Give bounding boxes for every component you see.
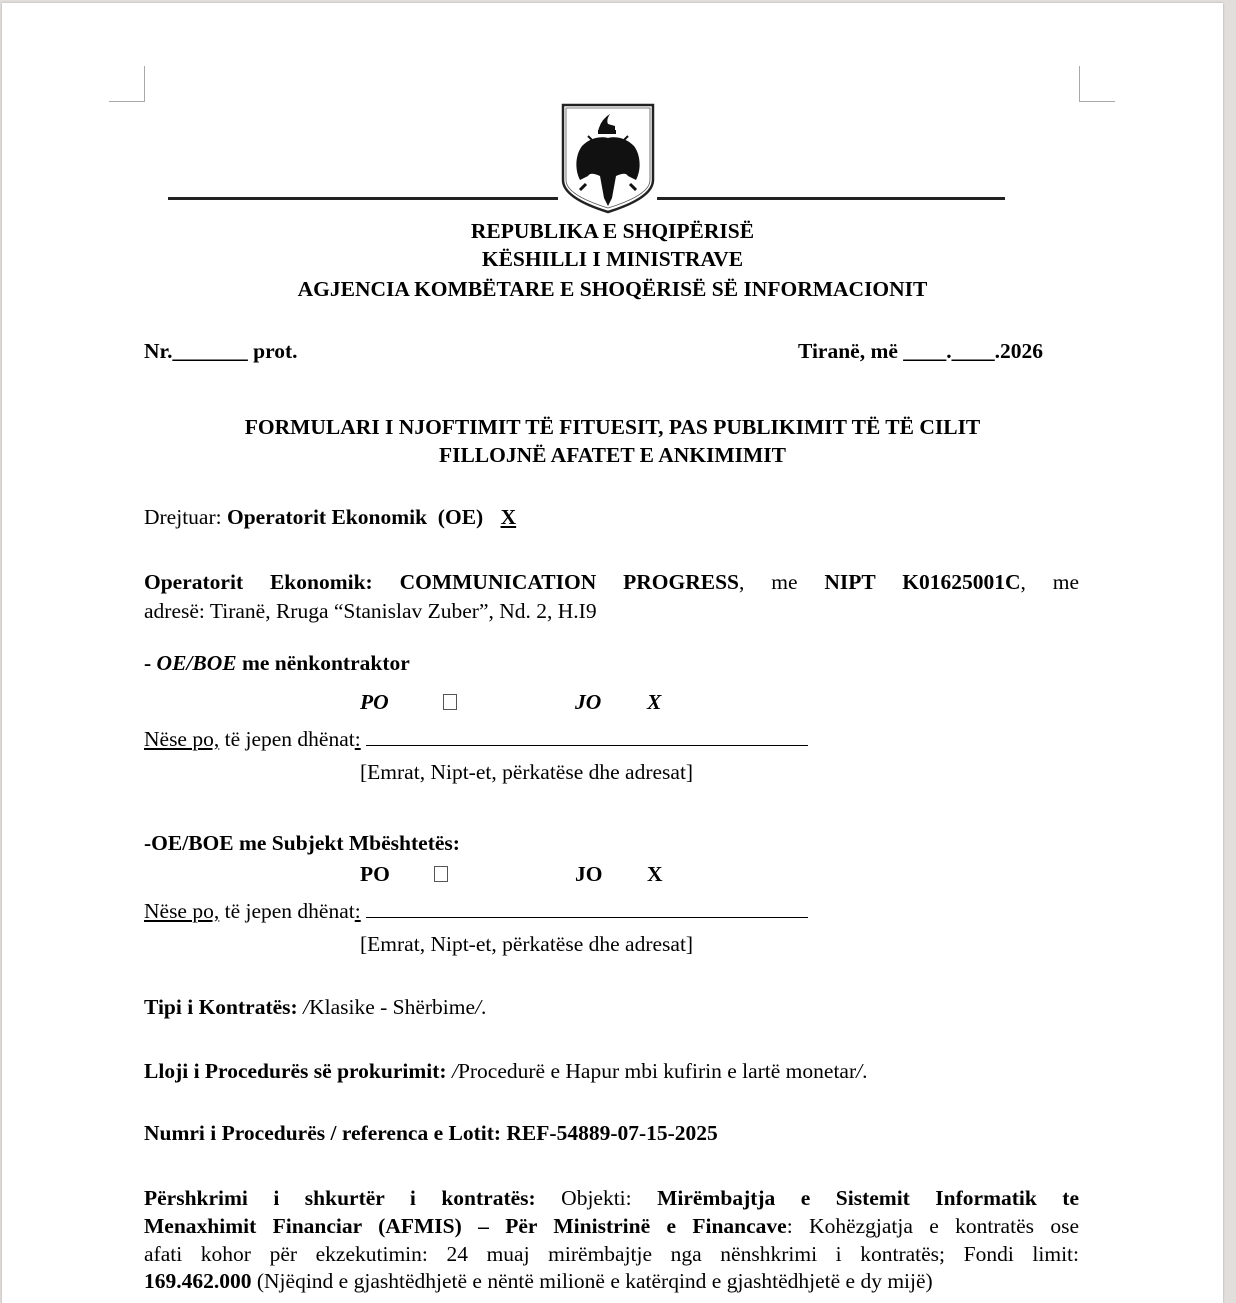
description-label: Përshkrimi i shkurtër i kontratës: [144, 1186, 536, 1210]
contract-type [144, 994, 486, 1020]
header-agency: AGJENCIA KOMBËTARE E SHOQËRISË SË INFORMACIONIT [297, 277, 928, 301]
albanian-coat-of-arms-icon [560, 102, 656, 214]
supporting-details-line [144, 897, 808, 924]
supporting-yes-checkbox[interactable] [434, 861, 448, 887]
form-title-line2: FILLOJNË AFATET E ANKIMIMIT [438, 443, 787, 467]
contract-type-value: Klasike - Shërbime [309, 995, 476, 1019]
description-line1 [144, 1184, 1079, 1212]
operator-line1 [144, 568, 1079, 596]
subcontractor-yes-checkbox[interactable] [443, 689, 457, 715]
subcontractor-details-line [144, 725, 808, 752]
operator-nipt: NIPT K01625001C [824, 570, 1021, 594]
bracket: / [475, 995, 482, 1019]
protocol-number-label: Nr. [144, 339, 173, 363]
date-label: Tiranë, më [798, 339, 898, 363]
procedure-number-value: REF-54889-07-15-2025 [506, 1121, 718, 1145]
form-title-line1: FORMULARI I NJOFTIMIT TË FITUESIT, PAS PUBLIKIMIT TË TË CILIT [244, 415, 981, 439]
period: . [862, 1059, 868, 1083]
date-year: .2026 [994, 339, 1044, 363]
object-label: Objekti: [535, 1186, 658, 1210]
subcontractor-no-mark[interactable]: X [647, 690, 662, 714]
protocol-label: prot. [253, 339, 298, 363]
addressed-value: Operatorit Ekonomik (OE) [226, 505, 484, 529]
supporting-hint: [Emrat, Nipt-et, përkatëse dhe adresat] [360, 932, 694, 956]
supporting-no-label: JO [575, 862, 603, 886]
subcontractor-label-rest: me nënkontraktor [236, 651, 410, 675]
empty-checkbox-icon[interactable] [443, 694, 457, 710]
if-yes-label: Nëse po, [144, 727, 220, 751]
bracket: / [303, 995, 310, 1019]
object-title-cont: Menaxhimit Financiar (AFMIS) – Për Ministrinë e Financave [144, 1214, 787, 1238]
subcontractor-details-field[interactable] [366, 725, 808, 746]
supporting-entity-heading: -OE/BOE me Subjekt Mbështetës: [144, 831, 460, 855]
header-council: KËSHILLI I MINISTRAVE [481, 247, 744, 271]
operator-sep: , me [1020, 570, 1080, 594]
duration-text: : Kohëzgjatja e kontratës ose [786, 1214, 1079, 1238]
bracket: / [856, 1059, 863, 1083]
addressed-to [144, 504, 516, 530]
protocol-number-blank[interactable]: _______ [172, 339, 248, 363]
header-republic: REPUBLIKA E SHQIPËRISË [470, 219, 755, 243]
description-line4 [144, 1268, 933, 1294]
procedure-type [144, 1058, 868, 1084]
subcontractor-no-label: JO [575, 690, 602, 714]
subcontractor-prefix: - [144, 651, 157, 675]
operator-label: Operatorit Ekonomik: [144, 570, 373, 594]
empty-checkbox-icon[interactable] [434, 866, 448, 882]
fund-words: (Njëqind e gjashtëdhjetë e nëntë milionë e katërqind e gjashtëdhjetë e dy mijë) [251, 1269, 933, 1293]
subcontractor-yes-label: PO [360, 690, 389, 714]
supporting-yes-label: PO [360, 862, 390, 886]
date-line: Tiranë, më ____.____.2026 [798, 339, 1044, 363]
if-yes-rest: të jepen dhënat [219, 727, 355, 751]
fund-amount: 169.462.000 [144, 1269, 252, 1293]
crop-mark-top-right [1079, 101, 1115, 102]
colon: : [354, 727, 361, 751]
operator-sep: , me [739, 570, 798, 594]
date-day-blank[interactable]: ____ [903, 339, 947, 363]
procedure-number [144, 1120, 718, 1146]
header-rule-left [168, 197, 558, 200]
subcontractor-heading [144, 650, 410, 676]
contract-type-label: Tipi i Kontratës: [144, 995, 298, 1019]
header-rule-right [657, 197, 1005, 200]
crop-mark-top-left [109, 101, 145, 102]
subcontractor-label-italic: OE/BOE [156, 651, 237, 675]
addressed-label: Drejtuar: [144, 505, 222, 529]
description-line3: afati kohor për ekzekutimin: 24 muaj mirëmbajtje nga nënshkrimi i kontratës; Fondi limit: [144, 1242, 1079, 1266]
period: . [481, 995, 487, 1019]
operator-name: COMMUNICATION PROGRESS [399, 570, 740, 594]
crop-mark-top-left [144, 66, 145, 102]
document-page [2, 3, 1223, 1303]
procedure-number-label: Numri i Procedurës / referenca e Lotit: [144, 1121, 502, 1145]
bracket: / [451, 1059, 458, 1083]
procedure-type-label: Lloji i Procedurës së prokurimit: [144, 1059, 447, 1083]
procedure-type-value: Procedurë e Hapur mbi kufirin e lartë monetar [457, 1059, 857, 1083]
operator-address: adresë: Tiranë, Rruga “Stanislav Zuber”, Nd. 2, H.I9 [144, 599, 597, 623]
colon: : [354, 899, 361, 923]
if-yes-rest: të jepen dhënat [219, 899, 355, 923]
supporting-details-field[interactable] [366, 897, 808, 918]
date-month-blank[interactable]: ____ [951, 339, 995, 363]
addressed-check-mark[interactable]: X [500, 505, 517, 529]
crop-mark-top-right [1079, 66, 1080, 102]
protocol-number [144, 338, 298, 364]
supporting-no-mark[interactable]: X [647, 862, 663, 886]
description-line2 [144, 1212, 1079, 1240]
object-title: Mirëmbajtja e Sistemit Informatik te [657, 1186, 1079, 1210]
if-yes-label: Nëse po, [144, 899, 220, 923]
subcontractor-hint: [Emrat, Nipt-et, përkatëse dhe adresat] [360, 760, 694, 784]
